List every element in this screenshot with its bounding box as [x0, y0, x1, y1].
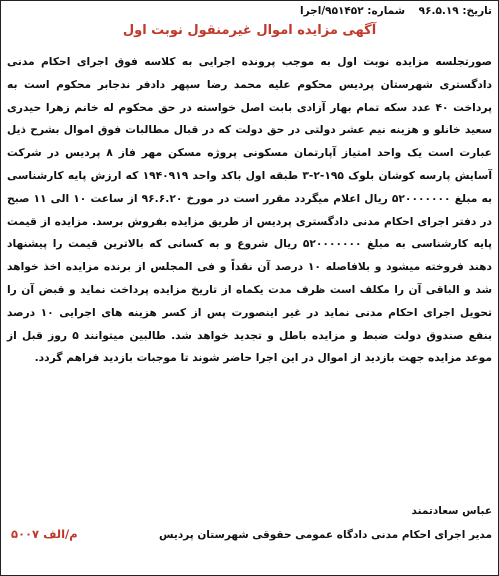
notice-body-text: صورتجلسه مزایده نوبت اول به موجب پرونده اجرایی به کلاسه فوق اجرای احکام مدنی دادگستری شهرستان پردیس محکوم علیه محمد رضا سپهر دادفر ندجابر محکوم است به پرداخت ۴۰ عدد سکه تمام بهار آزادی بابت اصل خواسته در حق محکوم له خانم زهرا حیدری سعید خانلو و هزینه نیم عشر دولتی در حق دولت که در قبال مطالبات فوق اموال بشرح ذیل عبارت است یک واحد امتیاز آپارتمان مسکونی پروژه مسکن مهر فاز ۸ پردیس در شرکت آسایش پارسه کوشان بلوک ۱۹۵-۲-۳ طبقه اول باکد واحد ۱۹۴۰۹۱۹ که ارزش پایه کارشناسی به مبلغ ۵۲۰۰۰۰۰۰۰ ریال اعلام میگردد مقرر است در مورخ ۹۶.۶.۲۰ از ساعت ۱۰ الی ۱۱ صبح در دفتر اجرای احکام مدنی دادگستری پردیس از طریق مزایده بفروش برسد. مزایده از قیمت پایه کارشناسی به مبلغ ۵۲۰۰۰۰۰۰۰ ریال شروع و به کسانی که بالاترین قیمت را پیشنهاد دهند فروخته میشود و بلافاصله ۱۰ درصد آن نقداً و فی المجلس از برنده مزایده اخذ خواهد شد و الباقی آن را مکلف است ظرف مدت یکماه از تاریخ مزایده پرداخت نماید و قبض آن را تحویل اجرای احکام مدنی نماید در غیر اینصورت پس از کسر هزینه های اجرایی ۱۰ درصد بنفع صندوق دولت ضبط و مزایده باطل و تجدید خواهد شد. طالبین میتوانند ۵ روز قبل از موعد مزایده جهت بازدید از اموال در این اجرا حاضر شوند تا موجبات بازدید فراهم گردد.: [7, 55, 493, 365]
header-row: [7, 5, 492, 21]
signer-title: مدیر اجرای احکام مدنی دادگاه عمومی حقوقی شهرستان پردیس: [159, 529, 492, 541]
notice-number: شماره: ۹۵۱۴۵۲/اجرا: [300, 5, 406, 17]
notice-title: آگهی مزایده اموال غیرمنقول نوبت اول: [122, 23, 377, 38]
notice-body: [7, 51, 492, 370]
notice-date: تاریخ: ۹۶.۵.۱۹: [418, 5, 492, 17]
notice-code: م/الف ۵۰۰۷: [11, 527, 78, 541]
signer-name: عباس سعادتمند: [411, 505, 492, 517]
